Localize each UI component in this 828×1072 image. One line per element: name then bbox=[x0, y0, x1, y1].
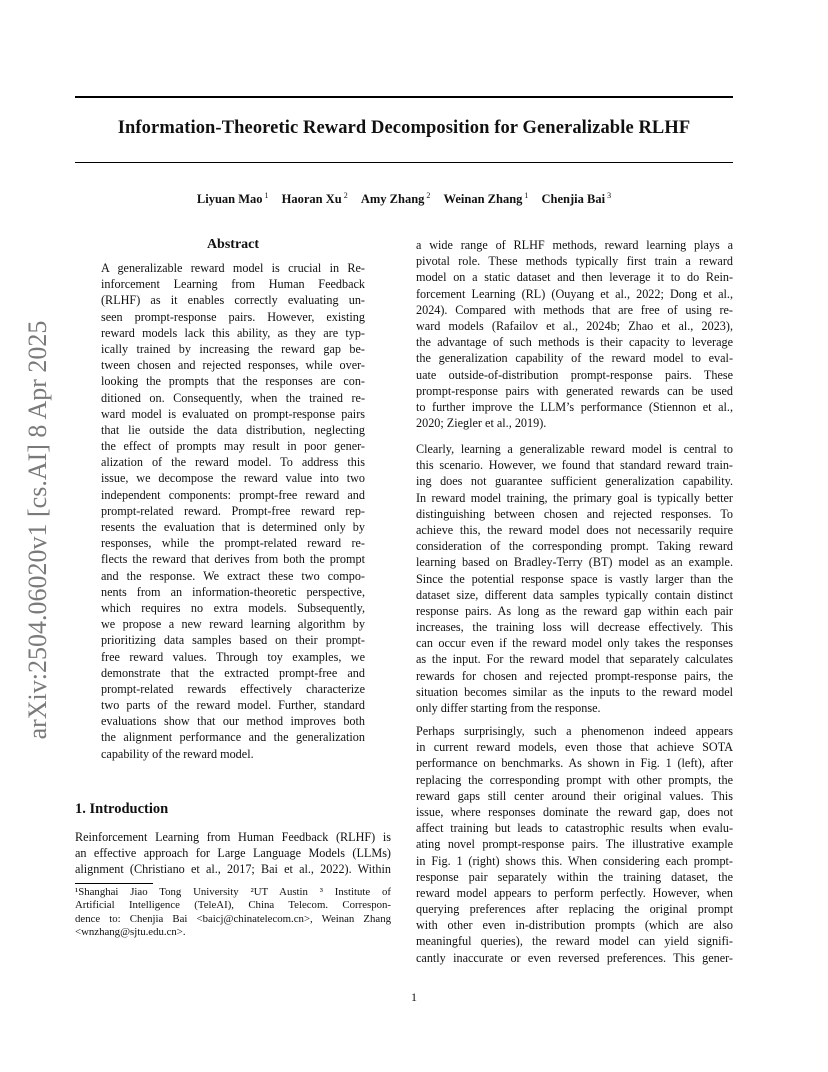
text-line: only differ starting from the response. bbox=[416, 701, 601, 715]
text-line: tween chosen and rejected responses, while over- bbox=[101, 358, 365, 373]
text-line: seen prompt-response pairs. However, existing bbox=[101, 309, 365, 324]
text-line: issue, we decompose the reward value into two bbox=[101, 471, 365, 486]
abstract-body bbox=[101, 260, 365, 762]
text-line: Perhaps surprisingly, such a phenomenon indeed appears bbox=[416, 724, 733, 738]
text-line: (RLHF) as it enables correctly evaluating un- bbox=[101, 293, 365, 308]
text-line: this scenario. However, we found that standard reward train- bbox=[416, 458, 733, 473]
text-line: Reinforcement Learning from Human Feedback (RLHF) is bbox=[75, 830, 391, 844]
text-line: in Fig. 1 (right) shows this. When considering each prompt- bbox=[416, 853, 733, 868]
text-line: inforcement Learning from Human Feedback bbox=[101, 277, 365, 292]
text-line: <wnzhang@sjtu.edu.cn>. bbox=[75, 926, 186, 939]
text-line: as the input. For the reward model that separately calculates bbox=[416, 652, 733, 667]
text-line: increases, the training loss will decrease effectively. This bbox=[416, 620, 733, 635]
text-line: pivotal role. These methods typically first train a reward bbox=[416, 254, 733, 269]
text-line: prompt-response pairs with generated rewards can be used bbox=[416, 383, 733, 398]
text-line: ing does not guarantee sufficient generalization capability. bbox=[416, 474, 733, 489]
text-line: a wide range of RLHF methods, reward learning plays a bbox=[416, 238, 733, 252]
text-line: achieve this, the reward model does not necessarily require bbox=[416, 522, 733, 537]
text-line: responses, while the prompt-related reward re- bbox=[101, 536, 365, 551]
text-line: prioritizing data samples based on their prompt- bbox=[101, 633, 365, 648]
title-bottom-rule bbox=[75, 162, 733, 163]
text-line: looking the prompts that the responses are con- bbox=[101, 374, 365, 389]
text-line: 2020; Ziegler et al., 2019). bbox=[416, 416, 547, 431]
text-line: reward model appears to perform perfectly. However, when bbox=[416, 885, 733, 900]
text-line: consideration of the corresponding prompt. Taking reward bbox=[416, 539, 733, 554]
text-line: two parts of the reward model. Further, standard bbox=[101, 698, 365, 713]
text-line: the advantage of such methods is their capacity to leverage bbox=[416, 335, 733, 350]
text-line: to further improve the LLM’s performance (Stiennon et al., bbox=[416, 399, 733, 414]
text-line: dataset size, different data samples typically contain distinct bbox=[416, 587, 733, 602]
text-line: flects the reward that derives from both the prompt bbox=[101, 552, 365, 567]
text-line: response pair separately within the training dataset, the bbox=[416, 869, 733, 884]
text-line: prompt-related reward. Prompt-free reward rep- bbox=[101, 503, 365, 518]
intro-paragraph-3 bbox=[416, 723, 733, 966]
affiliation-footnote bbox=[75, 886, 391, 940]
intro-paragraph-1 bbox=[416, 237, 733, 431]
text-line: evaluations show that our method improves both bbox=[101, 714, 365, 729]
paper-title: Information-Theoretic Reward Decomposition for Generalizable RLHF bbox=[117, 118, 691, 138]
text-line: reward models lack this ability, as they are typ- bbox=[101, 325, 365, 340]
text-line: ating novel prompt-response pairs. The illustrative example bbox=[416, 837, 733, 852]
text-line: Artificial Intelligence (TeleAI), China Telecom. Correspon- bbox=[75, 899, 391, 912]
text-line: uate outside-of-distribution prompt-response pairs. These bbox=[416, 367, 733, 382]
footnote-rule bbox=[75, 883, 153, 884]
title-top-rule bbox=[75, 96, 733, 98]
introduction-heading: 1. Introduction bbox=[75, 801, 169, 817]
text-line: situation becomes similar as the inputs to the reward model bbox=[416, 684, 733, 699]
text-line: resents the evaluation that is determined only by bbox=[101, 520, 365, 534]
intro-paragraph-2 bbox=[416, 441, 733, 716]
text-line: the alignment performance and the generalization bbox=[101, 730, 365, 745]
text-line: learning based on Bradley-Terry (BT) model as an example. bbox=[416, 555, 733, 570]
text-line: alignment (Christiano et al., 2017; Bai et al., 2022). Within bbox=[75, 862, 391, 877]
text-line: reward gaps still center around their original values. This bbox=[416, 788, 733, 803]
author: Amy Zhang $^2$ bbox=[360, 191, 431, 207]
text-line: in current reward models, even those that achieve SOTA bbox=[416, 740, 733, 755]
text-line: that lie outside the data distribution, neglecting bbox=[101, 422, 365, 437]
text-line: and the response. We extract these two compo- bbox=[101, 568, 365, 583]
text-line: Since the potential response space is vastly larger than the bbox=[416, 571, 733, 586]
text-line: distinguishing between chosen and rejected responses. To bbox=[416, 506, 733, 521]
page-number: 1 bbox=[411, 990, 417, 1004]
text-line: ditioned on. Consequently, when the trained re- bbox=[101, 390, 365, 405]
text-line: prompt-related rewards effectively characterize bbox=[101, 681, 365, 696]
text-line: demonstrate that the extracted prompt-free and bbox=[101, 665, 365, 680]
text-line: affect training but leads to catastrophic results when evalu- bbox=[416, 821, 733, 836]
arxiv-stamp: arXiv:2504.06020v1 [cs.AI] 8 Apr 2025 bbox=[23, 320, 52, 740]
text-line: alization of the reward model. To address this bbox=[101, 455, 365, 470]
text-line: ically trained by increasing the reward gap be- bbox=[101, 341, 365, 356]
text-line: with other even in-distribution prompts (which are also bbox=[416, 918, 733, 933]
text-line: capability of the reward model. bbox=[101, 746, 254, 761]
text-line: performance on benchmarks. As shown in Fig. 1 (left), after bbox=[416, 756, 733, 771]
author: Liyuan Mao $^1$ bbox=[196, 191, 269, 207]
text-line: nents from an information-theoretic perspective, bbox=[101, 584, 365, 599]
introduction-body bbox=[75, 829, 391, 878]
text-line: rewards for chosen and rejected prompt-response pairs, the bbox=[416, 668, 733, 683]
author-list bbox=[75, 191, 733, 207]
text-line: ward models (Rafailov et al., 2024b; Zhao et al., 2023), bbox=[416, 318, 733, 333]
author: Haoran Xu $^2$ bbox=[281, 191, 348, 207]
text-line: In reward model training, the primary goal is typically better bbox=[416, 490, 733, 505]
text-line: free reward values. Through toy examples, we bbox=[101, 649, 365, 664]
text-line: Clearly, learning a generalizable reward model is central to bbox=[416, 442, 733, 456]
text-line: cantly inaccurate or even reversed preferences. This gener- bbox=[416, 950, 733, 965]
text-line: ward model is evaluated on prompt-response pairs bbox=[101, 406, 365, 421]
text-line: the generalization capability of the reward model to eval- bbox=[416, 351, 733, 366]
text-line: A generalizable reward model is crucial in Re- bbox=[101, 261, 365, 275]
text-line: 2024). Compared with methods that are free of using re- bbox=[416, 302, 733, 317]
text-line: an effective approach for Large Language Models (LLMs) bbox=[75, 846, 391, 861]
text-line: dence to: Chenjia Bai <baicj@chinatelecom.cn>, Weinan Zhang bbox=[75, 912, 391, 925]
text-line: which requires no extra models. Subsequently, bbox=[101, 600, 365, 615]
text-line: replacing the corresponding prompt with other prompts, the bbox=[416, 772, 733, 787]
text-line: forcement Learning (RL) (Ouyang et al., 2022; Dong et al., bbox=[416, 286, 733, 301]
abstract-heading: Abstract bbox=[206, 237, 260, 252]
text-line: independent components: prompt-free reward and bbox=[101, 487, 365, 502]
text-line: model on a static dataset and then leverage it to do Rein- bbox=[416, 270, 733, 285]
text-line: querying preferences after replacing the original prompt bbox=[416, 902, 733, 917]
text-line: response pairs. As long as the reward gap within each pair bbox=[416, 603, 733, 618]
text-line: issue, where responses dominate the reward gap, does not bbox=[416, 804, 733, 819]
text-line: meaningful queries), the reward model can yield signifi- bbox=[416, 934, 733, 949]
author: Weinan Zhang $^1$ bbox=[443, 191, 529, 207]
text-line: the effect of prompts may result in poor gener- bbox=[101, 439, 365, 454]
author: Chenjia Bai $^3$ bbox=[541, 191, 612, 207]
text-line: ¹Shanghai Jiao Tong University ²UT Austin ³ Institute of bbox=[75, 886, 391, 898]
text-line: can occur even if the reward model only takes the responses bbox=[416, 636, 733, 651]
text-line: we propose a new reward learning algorithm by bbox=[101, 617, 365, 632]
